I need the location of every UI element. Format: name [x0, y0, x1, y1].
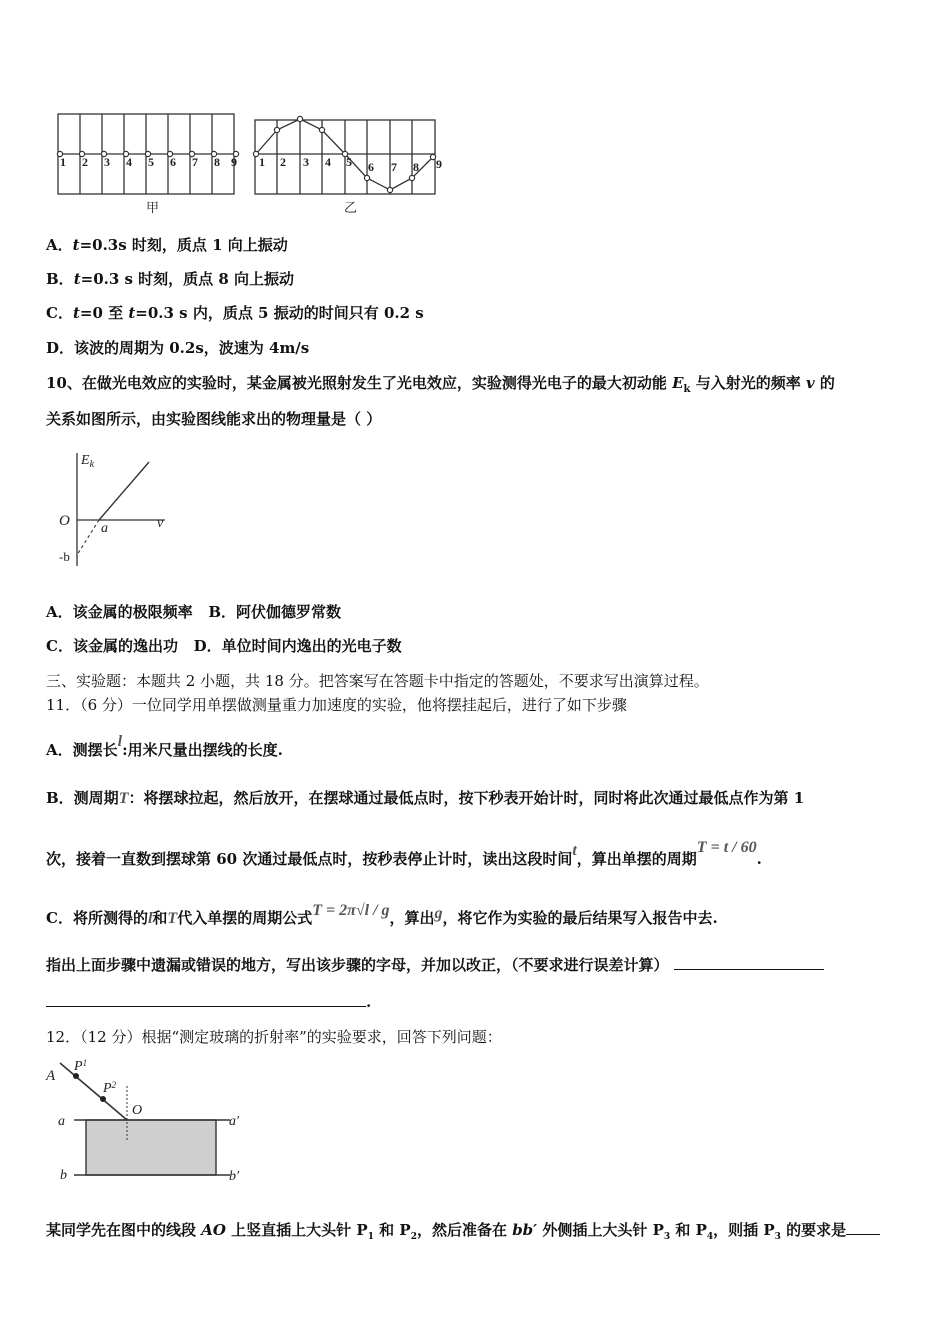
q9-option-b: B．t=0.3 s 时刻，质点 8 向上振动: [46, 270, 295, 288]
yi-point-label: 4: [325, 155, 331, 169]
q11-stem: 11．（6 分）一位同学用单摆做测量重力加速度的实验，他将摆挂起后，进行了如下步骤: [46, 696, 627, 714]
glass-refraction-diagram: [44, 1058, 254, 1188]
answer-blank-2[interactable]: [46, 992, 366, 1007]
svg-text:a: a: [101, 521, 108, 536]
answer-blank-3[interactable]: [846, 1220, 880, 1235]
svg-text:b′: b′: [229, 1169, 240, 1184]
q11-step-b: B．测周期T：将摆球拉起，然后放开，在摆球通过最低点时，按下秒表开始计时，同时将此次通过最低点作为第 1: [46, 789, 805, 807]
svg-text:P2: $P^2$: [103, 1080, 117, 1096]
jia-point-label: 1: [60, 155, 66, 169]
jia-point-label: 2: [82, 155, 88, 169]
q11-answer-line: .: [46, 992, 371, 1012]
svg-text:a′: a′: [229, 1114, 240, 1129]
caption-jia: 甲: [146, 200, 160, 215]
q10-options-cd: C．该金属的逸出功 D．单位时间内逸出的光电子数: [46, 637, 402, 655]
svg-text:ν: ν: [157, 516, 164, 531]
svg-text:O: O: [59, 513, 70, 529]
yi-point-label: 7: [391, 160, 397, 174]
q9-option-d: D．该波的周期为 0.2s，波速为 4m/s: [46, 339, 310, 357]
q11-instruction: 指出上面步骤中遗漏或错误的地方，写出该步骤的字母，并加以改正，（不要求进行误差计算）: [46, 955, 824, 975]
answer-blank[interactable]: [674, 955, 824, 970]
q9-option-c: C．t=0 至 t=0.3 s 内，质点 5 振动的时间只有 0.2 s: [46, 304, 424, 322]
q10-stem-line2: 关系如图所示，由实验图线能求出的物理量是（ ）: [46, 410, 382, 428]
q11-step-b-cont: 次，接着一直数到摆球第 60 次通过最低点时，按秒表停止计时，读出这段时间t，算出单摆的周期T = t / 60.: [46, 839, 762, 868]
wave-figure: [48, 108, 448, 220]
jia-point-label: 9: [231, 155, 237, 169]
yi-point-label: 9: [436, 157, 442, 171]
yi-point-label: 1: [259, 155, 265, 169]
jia-point-label: 7: [192, 155, 198, 169]
yi-point-label: 8: [413, 160, 419, 174]
yi-point-label: 2: [280, 155, 286, 169]
ek-nu-graph: [55, 448, 180, 570]
caption-yi: 乙: [344, 200, 358, 215]
svg-text:a: a: [58, 1114, 65, 1129]
svg-text:b: b: [60, 1168, 67, 1183]
q10-stem-line1: 10、在做光电效应的实验时，某金属被光照射发生了光电效应，实验测得光电子的最大初动能 $E_k$ 与入射光的频率 v 的: [46, 374, 835, 395]
jia-point-label: 8: [214, 155, 220, 169]
section-3-heading: 三、实验题：本题共 2 小题，共 18 分。把答案写在答题卡中指定的答题处，不要求写出演算过程。: [46, 672, 709, 690]
yi-point-label: 3: [303, 155, 309, 169]
svg-text:O: O: [132, 1103, 143, 1118]
svg-text:-b: -b: [59, 549, 70, 564]
q11-step-a: A．测摆长l:用米尺量出摆线的长度.: [46, 733, 283, 759]
q10-options-ab: A．该金属的极限频率 B．阿伏伽德罗常数: [46, 603, 341, 621]
jia-point-label: 4: [126, 155, 132, 169]
q12-question: 某同学先在图中的线段 AO 上竖直插上大头针 $P_1$ 和 $P_2$，然后准备在 bb′ 外侧插上大头针 $P_3$ 和 $P_4$，则插 $P_3$ 的要求是: [46, 1220, 880, 1247]
svg-text:A: A: [46, 1068, 56, 1084]
jia-point-label: 6: [170, 155, 176, 169]
jia-point-label: 5: [148, 155, 154, 169]
jia-point-label: 3: [104, 155, 110, 169]
svg-text:Ek: $E_k$: [81, 453, 95, 470]
q12-stem: 12．（12 分）根据“测定玻璃的折射率”的实验要求，回答下列问题：: [46, 1028, 502, 1046]
yi-point-label: 6: [368, 160, 374, 174]
q9-option-a: A．t=0.3s 时刻，质点 1 向上振动: [46, 236, 288, 254]
svg-text:P1: $P^1$: [74, 1058, 88, 1074]
yi-point-label: 5: [346, 155, 352, 169]
q11-step-c: C．将所测得的l和T代入单摆的周期公式T = 2π√l / g，算出g，将它作为实验的最后结果写入报告中去.: [46, 902, 718, 927]
